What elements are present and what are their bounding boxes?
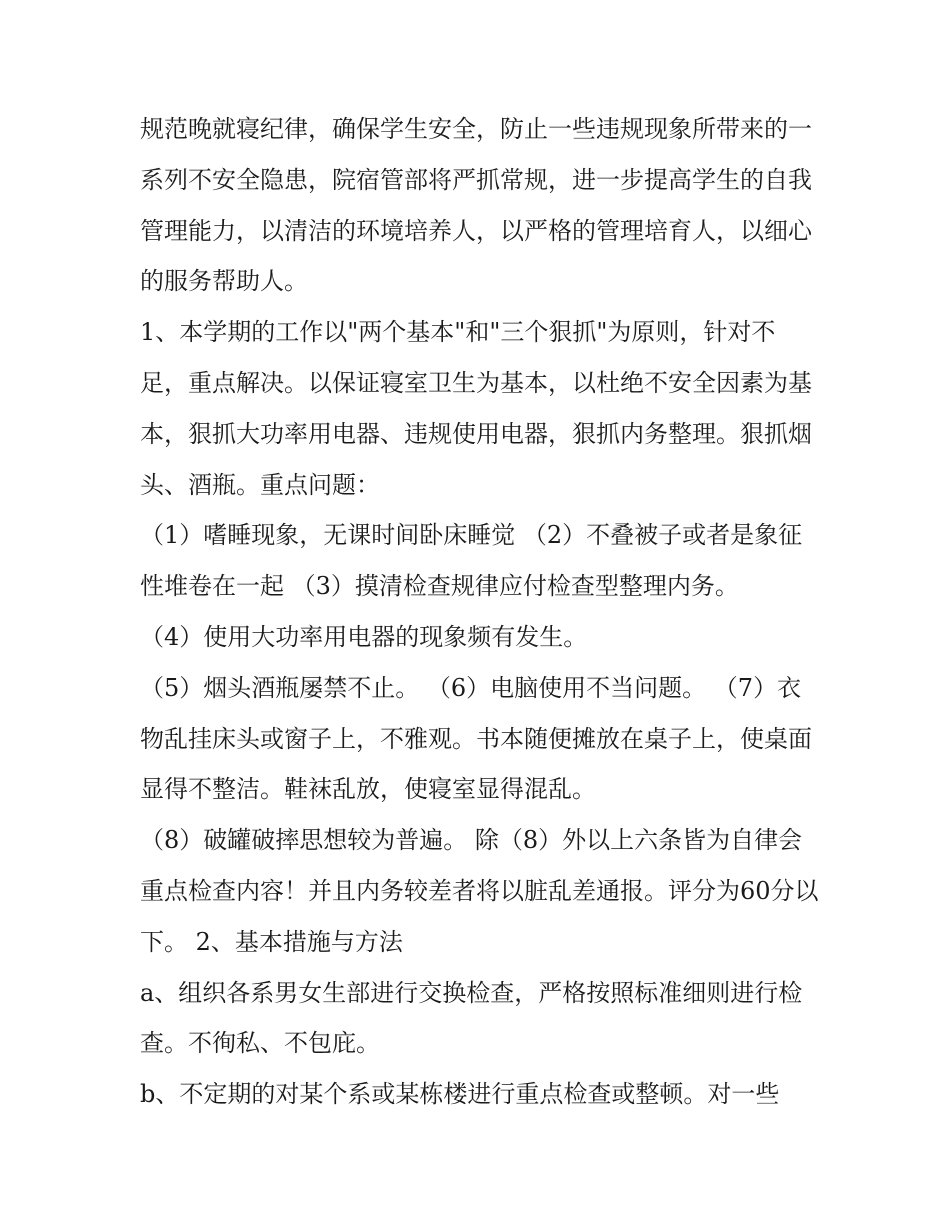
paragraph-issue-8: （8）破罐破摔思想较为普遍。 除（8）外以上六条皆为自律会重点检查内容！并且内务较差者将以脏乱差通报。评分为60分以下。 2、基本措施与方法: [140, 826, 819, 956]
paragraph-principles: 1、本学期的工作以"两个基本"和"三个狠抓"为原则，针对不足，重点解决。以保证寝室卫生为基本，以杜绝不安全因素为基本，狠抓大功率用电器、违规使用电器，狠抓内务整理。狠抓烟头、酒瓶。重点问题：: [140, 318, 812, 499]
paragraph-intro: 规范晚就寝纪律，确保学生安全，防止一些违规现象所带来的一系列不安全隐患，院宿管部将严抓常规，进一步提高学生的自我管理能力，以清洁的环境培养人，以严格的管理培育人，以细心的服务帮助人。: [140, 115, 812, 296]
paragraph-issues-1-3: （1）嗜睡现象，无课时间卧床睡觉 （2）不叠被子或者是象征性堆卷在一起 （3）摸清检查规律应付检查型整理内务。: [140, 521, 803, 601]
paragraph-issues-5-7: （5）烟头酒瓶屡禁不止。 （6）电脑使用不当问题。 （7）衣物乱挂床头或窗子上，不雅观。书本随便摊放在桌子上，使桌面显得不整洁。鞋袜乱放，使寝室显得混乱。: [140, 673, 812, 804]
document-body: [140, 104, 820, 1120]
paragraph-measure-a: a、组织各系男女生部进行交换检查，严格按照标准细则进行检查。不徇私、不包庇。: [140, 978, 803, 1058]
paragraph-measure-b: b、不定期的对某个系或某栋楼进行重点检查或整顿。对一些: [140, 1080, 780, 1109]
paragraph-issue-4: （4）使用大功率用电器的现象频有发生。: [140, 622, 588, 651]
